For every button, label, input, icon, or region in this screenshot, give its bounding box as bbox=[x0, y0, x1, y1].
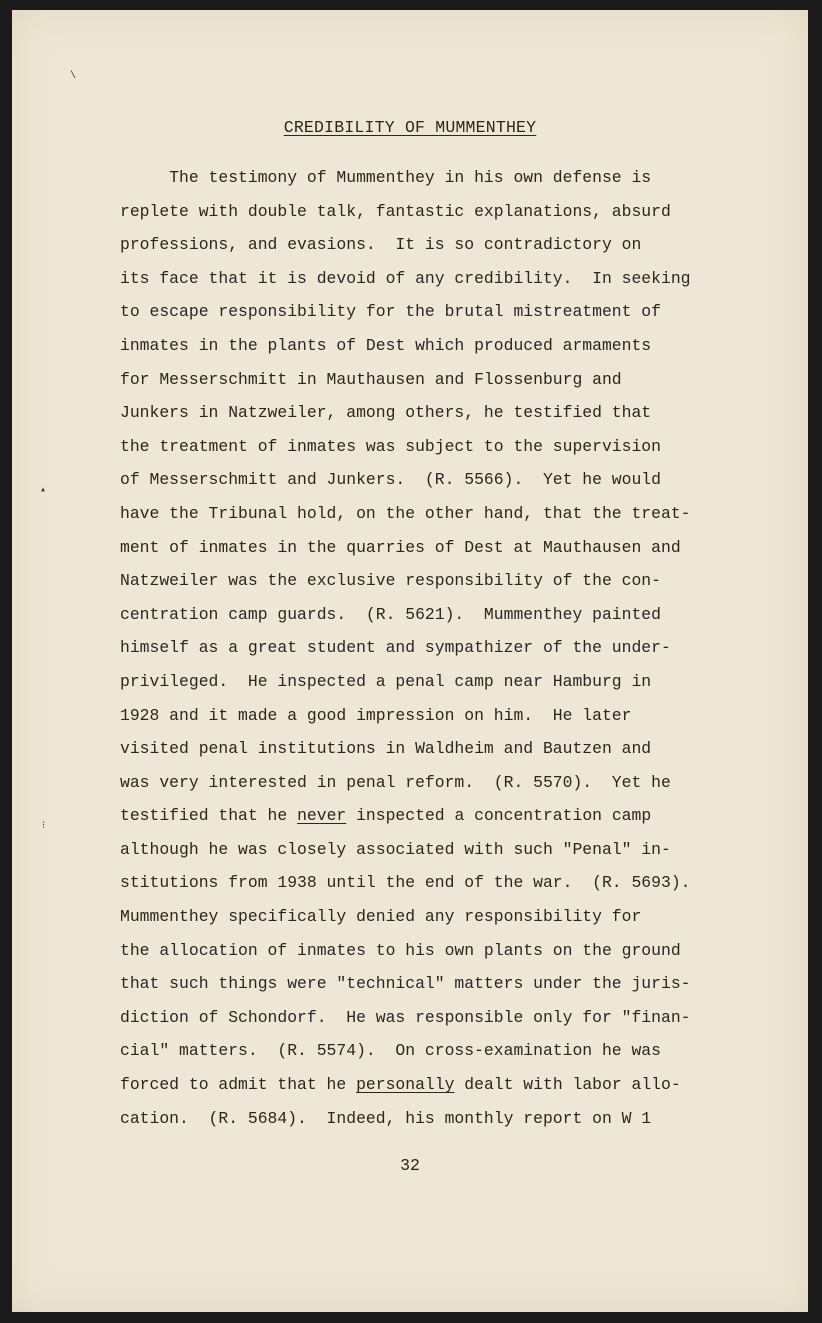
stray-mark: ▴ bbox=[40, 485, 47, 496]
text-line: inmates in the plants of Dest which produced armaments bbox=[120, 335, 652, 355]
text-line: for Messerschmitt in Mauthausen and Flossenburg and bbox=[120, 369, 622, 389]
stray-mark: \ bbox=[70, 71, 77, 82]
text-line: the allocation of inmates to his own plants on the ground bbox=[120, 940, 681, 960]
text-line: Natzweiler was the exclusive responsibility of the con- bbox=[120, 571, 661, 591]
document-page bbox=[12, 10, 808, 1312]
page-number: 32 bbox=[400, 1156, 420, 1175]
text-line: himself as a great student and sympathizer of the under- bbox=[120, 638, 671, 658]
text-line: professions, and evasions. It is so contradictory on bbox=[120, 235, 642, 255]
text-line: stitutions from 1938 until the end of the war. (R. 5693). bbox=[120, 873, 691, 893]
text-line: privileged. He inspected a penal camp near Hamburg in bbox=[120, 671, 652, 691]
page-title: CREDIBILITY OF MUMMENTHEY bbox=[283, 118, 537, 137]
text-segment: testified that he bbox=[120, 806, 298, 826]
text-segment: forced to admit that he bbox=[120, 1075, 357, 1095]
body-text bbox=[120, 161, 740, 1135]
text-line: its face that it is devoid of any credibility. In seeking bbox=[120, 268, 691, 288]
text-line: visited penal institutions in Waldheim and Bautzen and bbox=[120, 739, 652, 759]
text-segment: inspected a concentration camp bbox=[346, 806, 652, 826]
text-line: cation. (R. 5684). Indeed, his monthly report on W 1 bbox=[120, 1108, 652, 1128]
text-line bbox=[120, 1068, 740, 1102]
text-line: that such things were "technical" matters under the juris- bbox=[120, 974, 691, 994]
underlined-word: never bbox=[297, 806, 347, 826]
text-line: 1928 and it made a good impression on him. He later bbox=[120, 705, 632, 725]
text-line bbox=[120, 799, 740, 833]
text-line: of Messerschmitt and Junkers. (R. 5566). Yet he would bbox=[120, 470, 661, 490]
text-line: the treatment of inmates was subject to the supervision bbox=[120, 436, 661, 456]
text-segment: dealt with labor allo- bbox=[454, 1075, 681, 1095]
stray-mark: ⁝ bbox=[42, 821, 46, 832]
text-line: was very interested in penal reform. (R. 5570). Yet he bbox=[120, 772, 671, 792]
text-line: ment of inmates in the quarries of Dest at Mauthausen and bbox=[120, 537, 681, 557]
text-line: cial" matters. (R. 5574). On cross-examination he was bbox=[120, 1041, 661, 1061]
text-line: diction of Schondorf. He was responsible only for "finan- bbox=[120, 1007, 691, 1027]
text-line: The testimony of Mummenthey in his own defense is bbox=[120, 168, 652, 187]
text-line: have the Tribunal hold, on the other hand, that the treat- bbox=[120, 503, 691, 523]
text-line: centration camp guards. (R. 5621). Mummenthey painted bbox=[120, 604, 661, 624]
underlined-word: personally bbox=[356, 1075, 455, 1095]
text-line: replete with double talk, fantastic explanations, absurd bbox=[120, 201, 671, 221]
text-line: Mummenthey specifically denied any responsibility for bbox=[120, 907, 642, 927]
text-line: Junkers in Natzweiler, among others, he testified that bbox=[120, 403, 652, 423]
text-line: although he was closely associated with such "Penal" in- bbox=[120, 839, 671, 859]
text-line: to escape responsibility for the brutal mistreatment of bbox=[120, 302, 661, 322]
